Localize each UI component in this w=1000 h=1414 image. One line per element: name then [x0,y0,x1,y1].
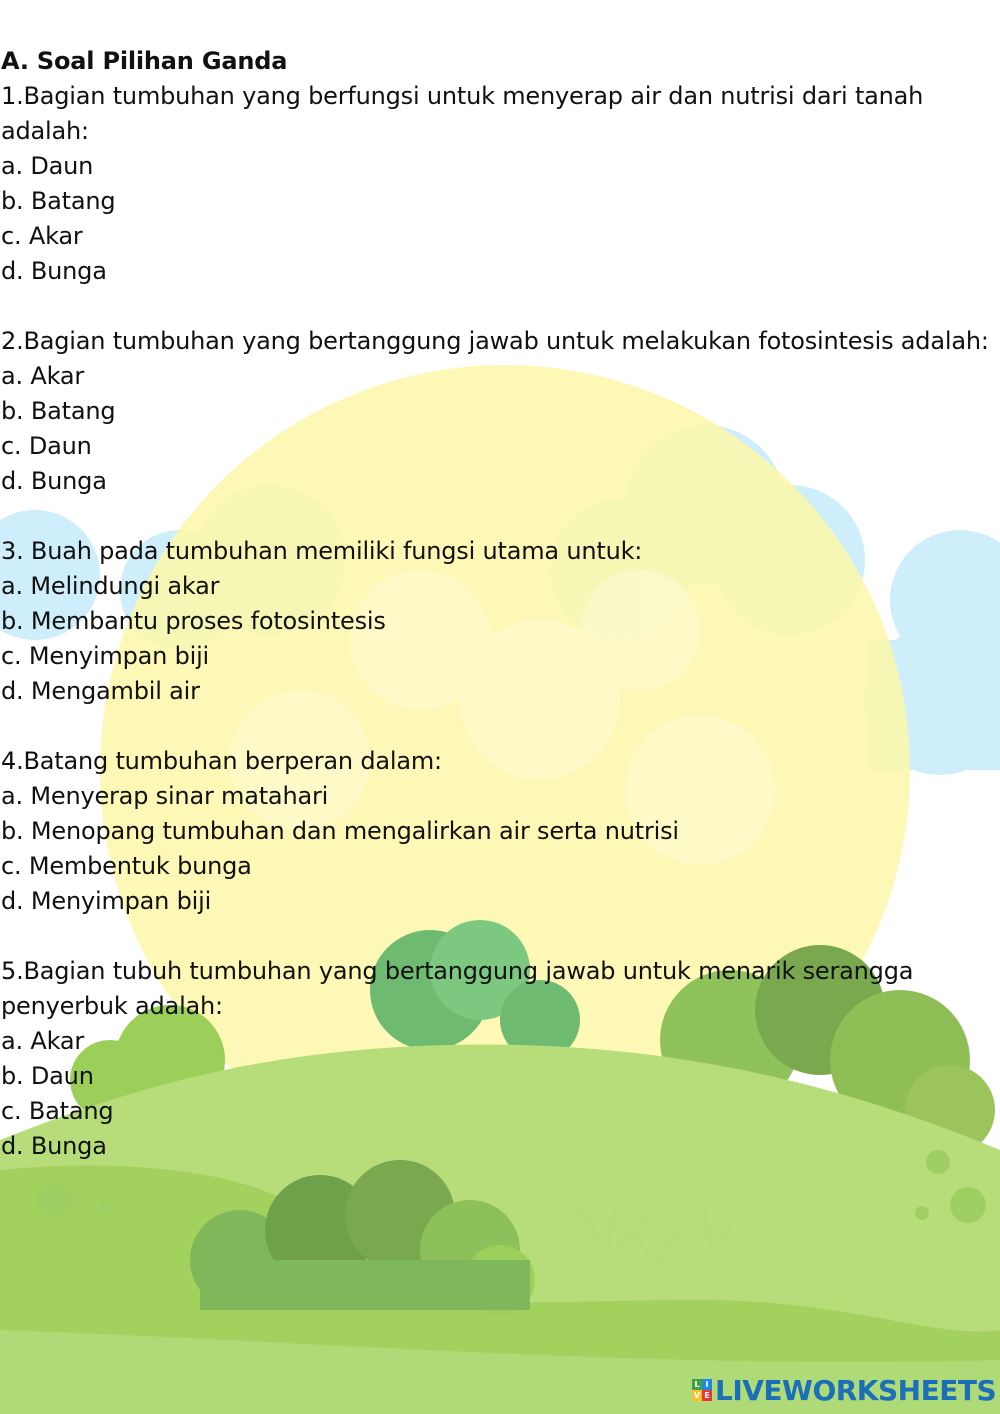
question-text: adalah: [1,117,89,145]
answer-option: c. Batang [1,1097,114,1125]
answer-option: b. Daun [1,1062,94,1090]
answer-option: b. Batang [1,397,116,425]
answer-option: a. Akar [1,1027,85,1055]
logo-mark-icon: L I V E [692,1379,712,1401]
answer-option: a. Daun [1,152,94,180]
answer-option: c. Membentuk bunga [1,852,252,880]
answer-option: d. Bunga [1,257,107,285]
question-text: 5.Bagian tubuh tumbuhan yang bertanggung jawab untuk menarik serangga [1,957,914,985]
answer-option: a. Akar [1,362,85,390]
question-text: 4.Batang tumbuhan berperan dalam: [1,747,442,775]
answer-option: b. Membantu proses fotosintesis [1,607,386,635]
answer-option: b. Menopang tumbuhan dan mengalirkan air serta nutrisi [1,817,679,845]
answer-option: d. Menyimpan biji [1,887,212,915]
answer-option: c. Menyimpan biji [1,642,210,670]
logo-text: LIVEWORKSHEETS [715,1373,997,1407]
answer-option: b. Batang [1,187,116,215]
answer-option: a. Melindungi akar [1,572,220,600]
answer-option: d. Bunga [1,467,107,495]
answer-option: d. Mengambil air [1,677,200,705]
question-text: penyerbuk adalah: [1,992,223,1020]
answer-option: c. Akar [1,222,83,250]
answer-option: c. Daun [1,432,92,460]
question-text: 1.Bagian tumbuhan yang berfungsi untuk menyerap air dan nutrisi dari tanah [1,82,924,110]
liveworksheets-logo [692,1374,996,1406]
answer-option: d. Bunga [1,1132,107,1160]
section-title: A. Soal Pilihan Ganda [1,47,288,75]
question-text: 3. Buah pada tumbuhan memiliki fungsi utama untuk: [1,537,643,565]
answer-option: a. Menyerap sinar matahari [1,782,329,810]
question-text: 2.Bagian tumbuhan yang bertanggung jawab untuk melakukan fotosintesis adalah: [1,327,989,355]
